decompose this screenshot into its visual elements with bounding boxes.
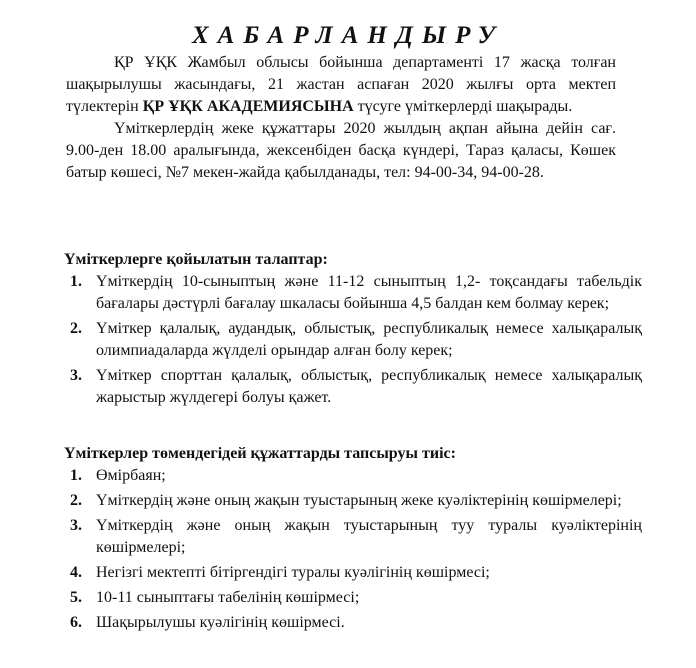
item-text: Шақырылушы куәлігінің көшірмесі. xyxy=(96,614,345,631)
academy-name: ҚР ҰҚК АКАДЕМИЯСЫНА xyxy=(142,98,354,115)
list-item xyxy=(66,465,642,487)
list-item xyxy=(66,271,642,315)
list-item xyxy=(66,365,642,409)
item-number: 2. xyxy=(70,320,82,337)
item-text: Негізгі мектепті бітіргендігі туралы куәлігінің көшірмесі; xyxy=(96,564,490,581)
item-number: 5. xyxy=(70,589,82,606)
intro-paragraph-2: Үміткерлердің жеке құжаттары 2020 жылдың ақпан айына дейін сағ. 9.00-ден 18.00 аралығында, жексенбіден басқа күндері, Тараз қаласы, Көшек батыр көшесі, №7 мекен-жайда қабылданады, тел: 94-00-34, 94-00-28. xyxy=(66,120,616,181)
intro-block xyxy=(66,52,616,184)
list-item xyxy=(66,318,642,362)
item-number: 1. xyxy=(70,467,82,484)
item-text: Үміткер спорттан қалалық, облыстық, республикалық немесе халықаралық жарыстыр жүлдегері болуы қажет. xyxy=(96,367,642,406)
requirements-heading: Үміткерлерге қойылатын талаптар: xyxy=(64,251,328,268)
documents-list xyxy=(66,465,642,637)
requirements-list xyxy=(66,271,642,412)
item-number: 3. xyxy=(70,517,82,534)
intro-paragraph-1 xyxy=(66,52,616,118)
item-number: 4. xyxy=(70,564,82,581)
intro-text-end: түсуге үміткерлерді шақырады. xyxy=(353,98,573,115)
documents-heading: Үміткерлер төмендегідей құжаттарды тапсыруы тиіс: xyxy=(64,445,456,462)
list-item xyxy=(66,490,642,512)
item-number: 1. xyxy=(70,273,82,290)
item-text: 10-11 сыныптағы табелінің көшірмесі; xyxy=(96,589,360,606)
item-text: Үміткер қалалық, аудандық, облыстық, республикалық немесе халықаралық олимпиадаларда жүлделі орындар алған болу керек; xyxy=(96,320,642,359)
intro-text-start: ҚР ҰҚК Жамбыл облысы бойынша департаменті 17 жасқа толған шақырылушы жасындағы, 21 жастан аспаған 2020 жылғы орта мектеп түлектерін xyxy=(66,54,616,115)
list-item xyxy=(66,612,642,634)
list-item xyxy=(66,562,642,584)
document-title: ХАБАРЛАНДЫРУ xyxy=(191,22,505,49)
list-item xyxy=(66,587,642,609)
item-number: 2. xyxy=(70,492,82,509)
item-number: 6. xyxy=(70,614,82,631)
list-item xyxy=(66,515,642,559)
item-text: Үміткердің және оның жақын туыстарының жеке куәліктерінің көшірмелері; xyxy=(96,492,622,509)
item-text: Үміткердің және оның жақын туыстарының туу туралы куәліктерінің көшірмелері; xyxy=(96,517,642,556)
item-number: 3. xyxy=(70,367,82,384)
item-text: Үміткердің 10-сыныптың және 11-12 сыныптың 1,2- тоқсандағы табельдік бағалары дәстүрлі бағалау шкаласы бойынша 4,5 балдан кем болмау керек; xyxy=(96,273,642,312)
item-text: Өмірбаян; xyxy=(96,467,166,484)
